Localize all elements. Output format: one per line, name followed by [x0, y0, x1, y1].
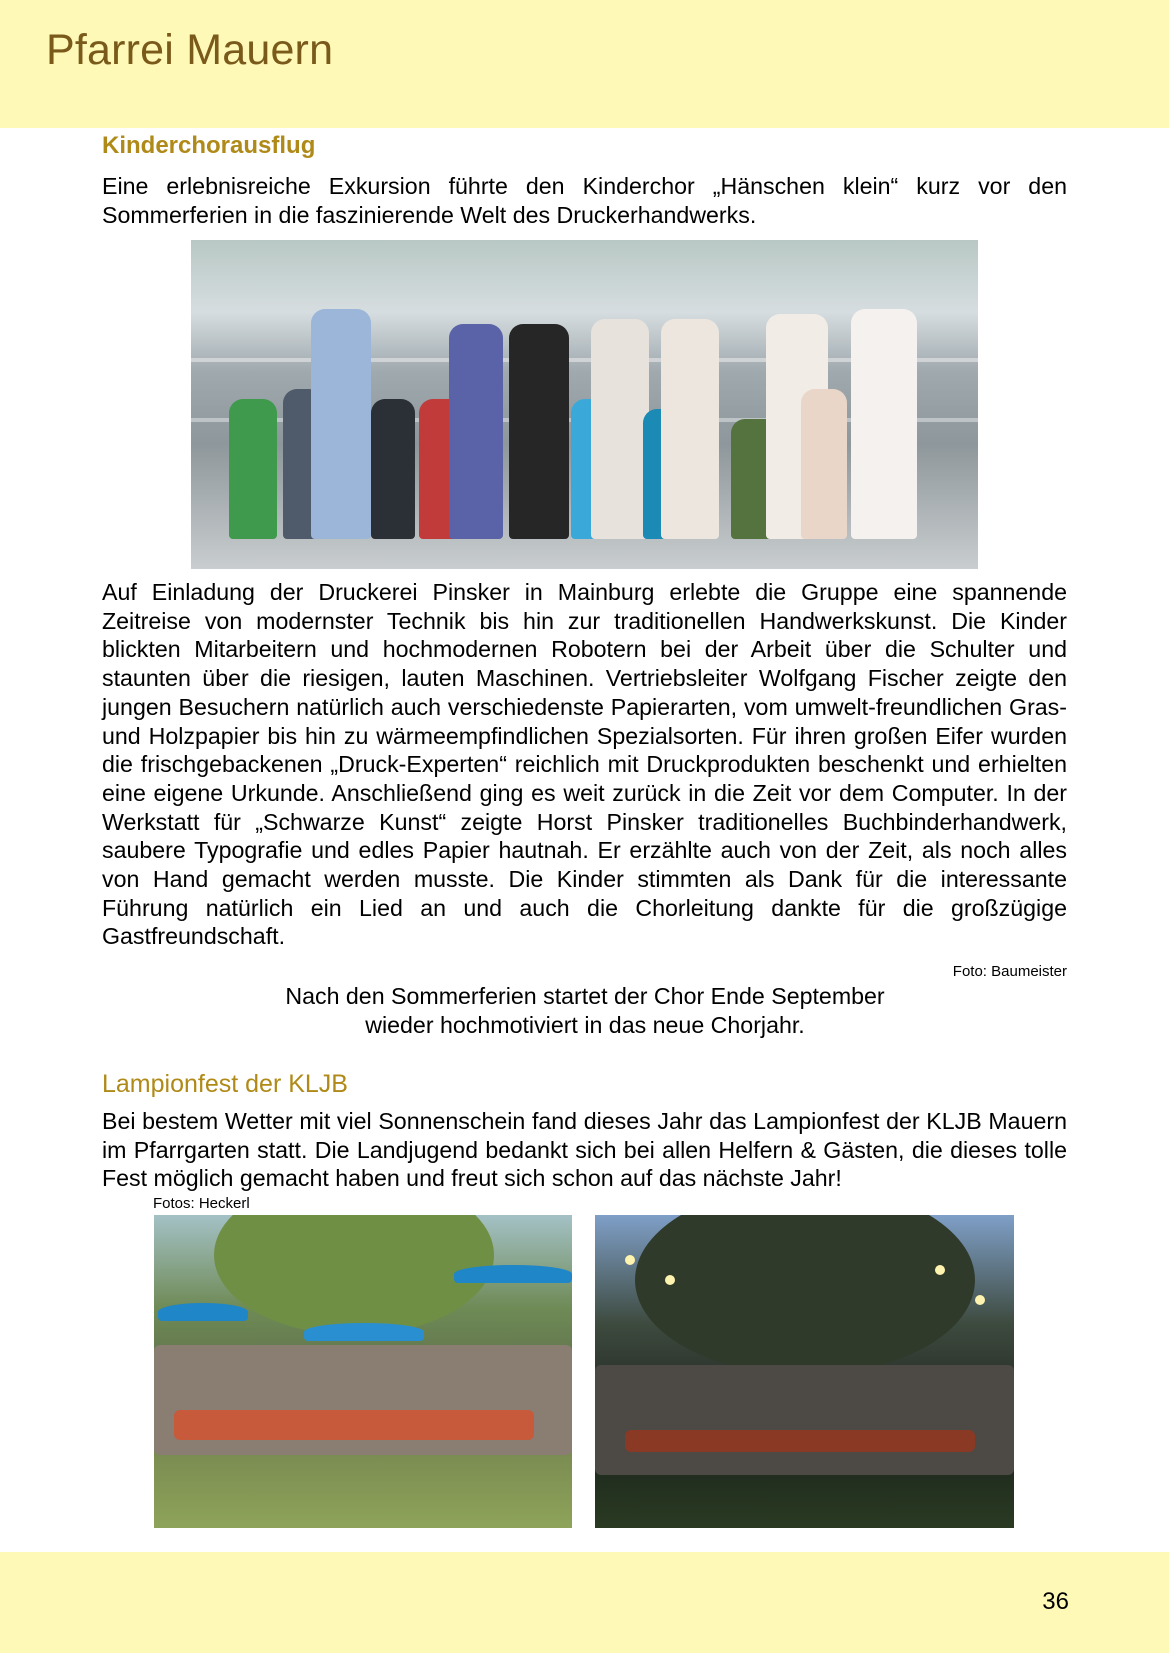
- main-paragraph: Auf Einladung der Druckerei Pinsker in Mainburg erlebte die Gruppe eine spannende Zeitreise von modernster Technik bis hin zur traditionellen Handwerkskunst. Die Kinder blickten Mitarbeitern und hochmodernen Robotern bei der Arbeit über die Schulter und staunten über die riesigen, lauten Maschinen. Vertriebsleiter Wolfgang Fischer zeigte den jungen Besuchern natürlich auch verschiedenste Papierarten, vom umwelt-freundlichen Gras- und Holzpapier bis hin zu wärmeempfindlichen Spezialsorten. Für ihren großen Eifer wurden die frischgebackenen „Druck-Experten“ reichlich mit Druckprodukten beschenkt und erhielten eine eigene Urkunde. Anschließend ging es weit zurück in die Zeit vor dem Computer. In der Werkstatt für „Schwarze Kunst“ zeigte Horst Pinsker traditionelles Buchbinderhandwerk, saubere Typografie und edles Papier hautnah. Er erzählte auch von der Zeit, als noch alles von Hand gemacht werden musste. Die Kinder stimmten als Dank für die interessante Führung natürlich ein Lied an und auch die Chorleitung dankte für die großzügige Gastfreundschaft.: [102, 579, 1067, 950]
- photo-figure: [851, 309, 917, 539]
- photo-figure: [229, 399, 277, 539]
- intro-paragraph: Eine erlebnisreiche Exkursion führte den Kinderchor „Hänschen klein“ kurz vor den Sommerferien in die faszinierende Welt des Druckerhandwerks.: [102, 173, 1067, 228]
- page-number: 36: [1042, 1588, 1069, 1615]
- photo-lantern: [975, 1295, 985, 1305]
- photo-crowd: [595, 1365, 1014, 1475]
- photo-lantern: [935, 1265, 945, 1275]
- photo-credit-heckerl: Fotos: Heckerl: [153, 1195, 250, 1212]
- lampionfest-photo-day: [154, 1215, 572, 1528]
- photo-umbrella: [158, 1303, 248, 1321]
- choir-group-photo: [191, 240, 978, 569]
- photo-umbrella: [304, 1323, 424, 1341]
- closing-note: [230, 982, 940, 1039]
- section-heading-kinderchorausflug: Kinderchorausflug: [102, 132, 316, 159]
- photo-lantern: [625, 1255, 635, 1265]
- photo-figure: [449, 324, 503, 539]
- photo-figure: [371, 399, 415, 539]
- photo-figure: [509, 324, 569, 539]
- photo-lantern: [665, 1275, 675, 1285]
- photo-figure: [801, 389, 847, 539]
- page-header: [0, 0, 1169, 128]
- page-header-title: Pfarrei Mauern: [46, 26, 334, 74]
- closing-note-line-1: Nach den Sommerferien startet der Chor Ende September: [285, 983, 885, 1009]
- photo-tree: [214, 1215, 494, 1335]
- photo-credit-baumeister: Foto: Baumeister: [952, 963, 1067, 980]
- lampionfest-paragraph: Bei bestem Wetter mit viel Sonnenschein fand dieses Jahr das Lampionfest der KLJB Mauern im Pfarrgarten statt. Die Landjugend bedankt sich bei allen Helfern & Gästen, die dieses tolle Fest möglich gemacht haben und freut sich schon auf das nächste Jahr!: [102, 1108, 1067, 1192]
- photo-umbrella: [454, 1265, 572, 1283]
- lampionfest-photo-evening: [595, 1215, 1014, 1528]
- page-footer: [0, 1552, 1169, 1653]
- closing-note-line-2: wieder hochmotiviert in das neue Chorjahr.: [365, 1011, 805, 1038]
- photo-tree: [635, 1215, 975, 1375]
- photo-tables: [174, 1410, 534, 1440]
- photo-figure: [591, 319, 649, 539]
- section-heading-lampionfest: Lampionfest der KLJB: [102, 1070, 348, 1098]
- photo-figure: [311, 309, 371, 539]
- photo-figure: [661, 319, 719, 539]
- photo-tables: [625, 1430, 975, 1452]
